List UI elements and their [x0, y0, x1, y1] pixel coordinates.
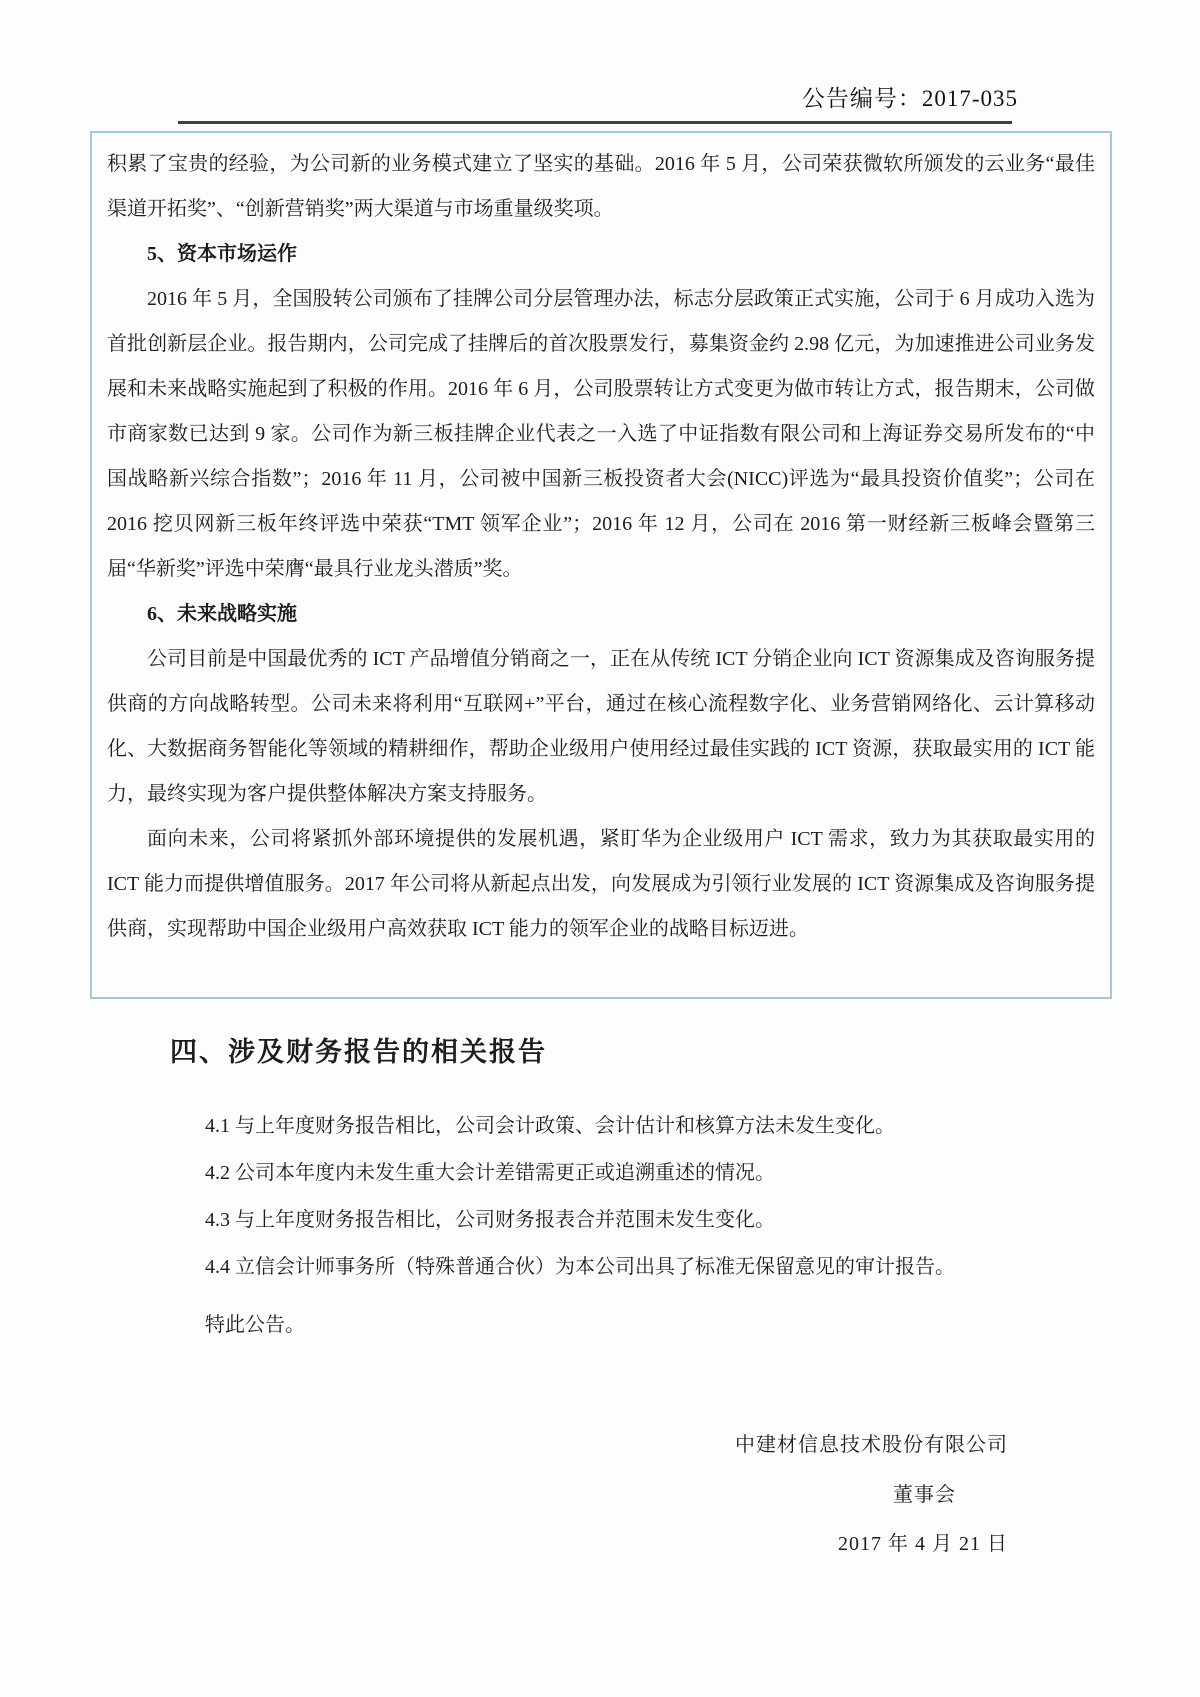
- section-4-item: 4.3 与上年度财务报告相比，公司财务报表合并范围未发生变化。: [205, 1209, 775, 1231]
- box-paragraph: 公司目前是中国最优秀的 ICT 产品增值分销商之一，正在从传统 ICT 分销企业向 ICT 资源集成及咨询服务提供商的方向战略转型。公司未来将利用“互联网+”平台，通过在核心流程数字化、业务营销网络化、云计算移动化、大数据商务智能化等领域的精耕细作，帮助企业级用户使用经过最佳实践的 ICT 资源，获取最实用的 ICT 能力，最终实现为客户提供整体解决方案支持服务。: [107, 648, 1095, 805]
- section-4-item: 4.1 与上年度财务报告相比，公司会计政策、会计估计和核算方法未发生变化。: [205, 1115, 895, 1137]
- section-4-item: 4.2 公司本年度内未发生重大会计差错需更正或追溯重述的情况。: [205, 1162, 775, 1184]
- box-paragraph: 2016 年 5 月，全国股转公司颁布了挂牌公司分层管理办法，标志分层政策正式实施，公司于 6 月成功入选为首批创新层企业。报告期内，公司完成了挂牌后的首次股票发行，募集资金约 2.98 亿元，为加速推进公司业务发展和未来战略实施起到了积极的作用。2016 年 6 月，公司股票转让方式变更为做市转让方式，报告期末，公司做市商家数已达到 9 家。公司作为新三板挂牌企业代表之一入选了中证指数有限公司和上海证券交易所发布的“中国战略新兴综合指数”；2016 年 11 月，公司被中国新三板投资者大会(NICC)评选为“最具投资价值奖”；公司在 2016 挖贝网新三板年终评选中荣获“TMT 领军企业”；2016 年 12 月，公司在 2016 第一财经新三板峰会暨第三届“华新奖”评选中荣膺“最具行业龙头潜质”奖。: [107, 288, 1095, 580]
- box-paragraph: 面向未来，公司将紧抓外部环境提供的发展机遇，紧盯华为企业级用户 ICT 需求，致力为其获取最实用的 ICT 能力而提供增值服务。2017 年公司将从新起点出发，向发展成为引领行业发展的 ICT 资源集成及咨询服务提供商，实现帮助中国企业级用户高效获取 ICT 能力的领军企业的战略目标迈进。: [107, 828, 1095, 940]
- section-4-item-list: [205, 1103, 1035, 1291]
- signature-date: 2017 年 4 月 21 日: [838, 1533, 1008, 1555]
- section-4-item: 4.4 立信会计师事务所（特殊普通合伙）为本公司出具了标准无保留意见的审计报告。: [205, 1256, 955, 1278]
- announcement-number: 公告编号：2017-035: [801, 86, 1018, 111]
- signature-company-name: 中建材信息技术股份有限公司: [735, 1434, 1008, 1456]
- box-paragraph: 积累了宝贵的经验，为公司新的业务模式建立了坚实的基础。2016 年 5 月，公司荣获微软所颁发的云业务“最佳渠道开拓奖”、“创新营销奖”两大渠道与市场重量级奖项。: [107, 153, 1095, 220]
- box-subsection-heading: 5、资本市场运作: [147, 243, 297, 265]
- highlighted-content-box: [90, 131, 1112, 999]
- header-divider-rule: [178, 121, 1012, 124]
- section-4-title: 四、涉及财务报告的相关报告: [170, 1037, 547, 1067]
- signature-board-of-directors: 董事会: [893, 1484, 956, 1506]
- closing-statement: 特此公告。: [205, 1314, 305, 1336]
- box-subsection-heading: 6、未来战略实施: [147, 603, 297, 625]
